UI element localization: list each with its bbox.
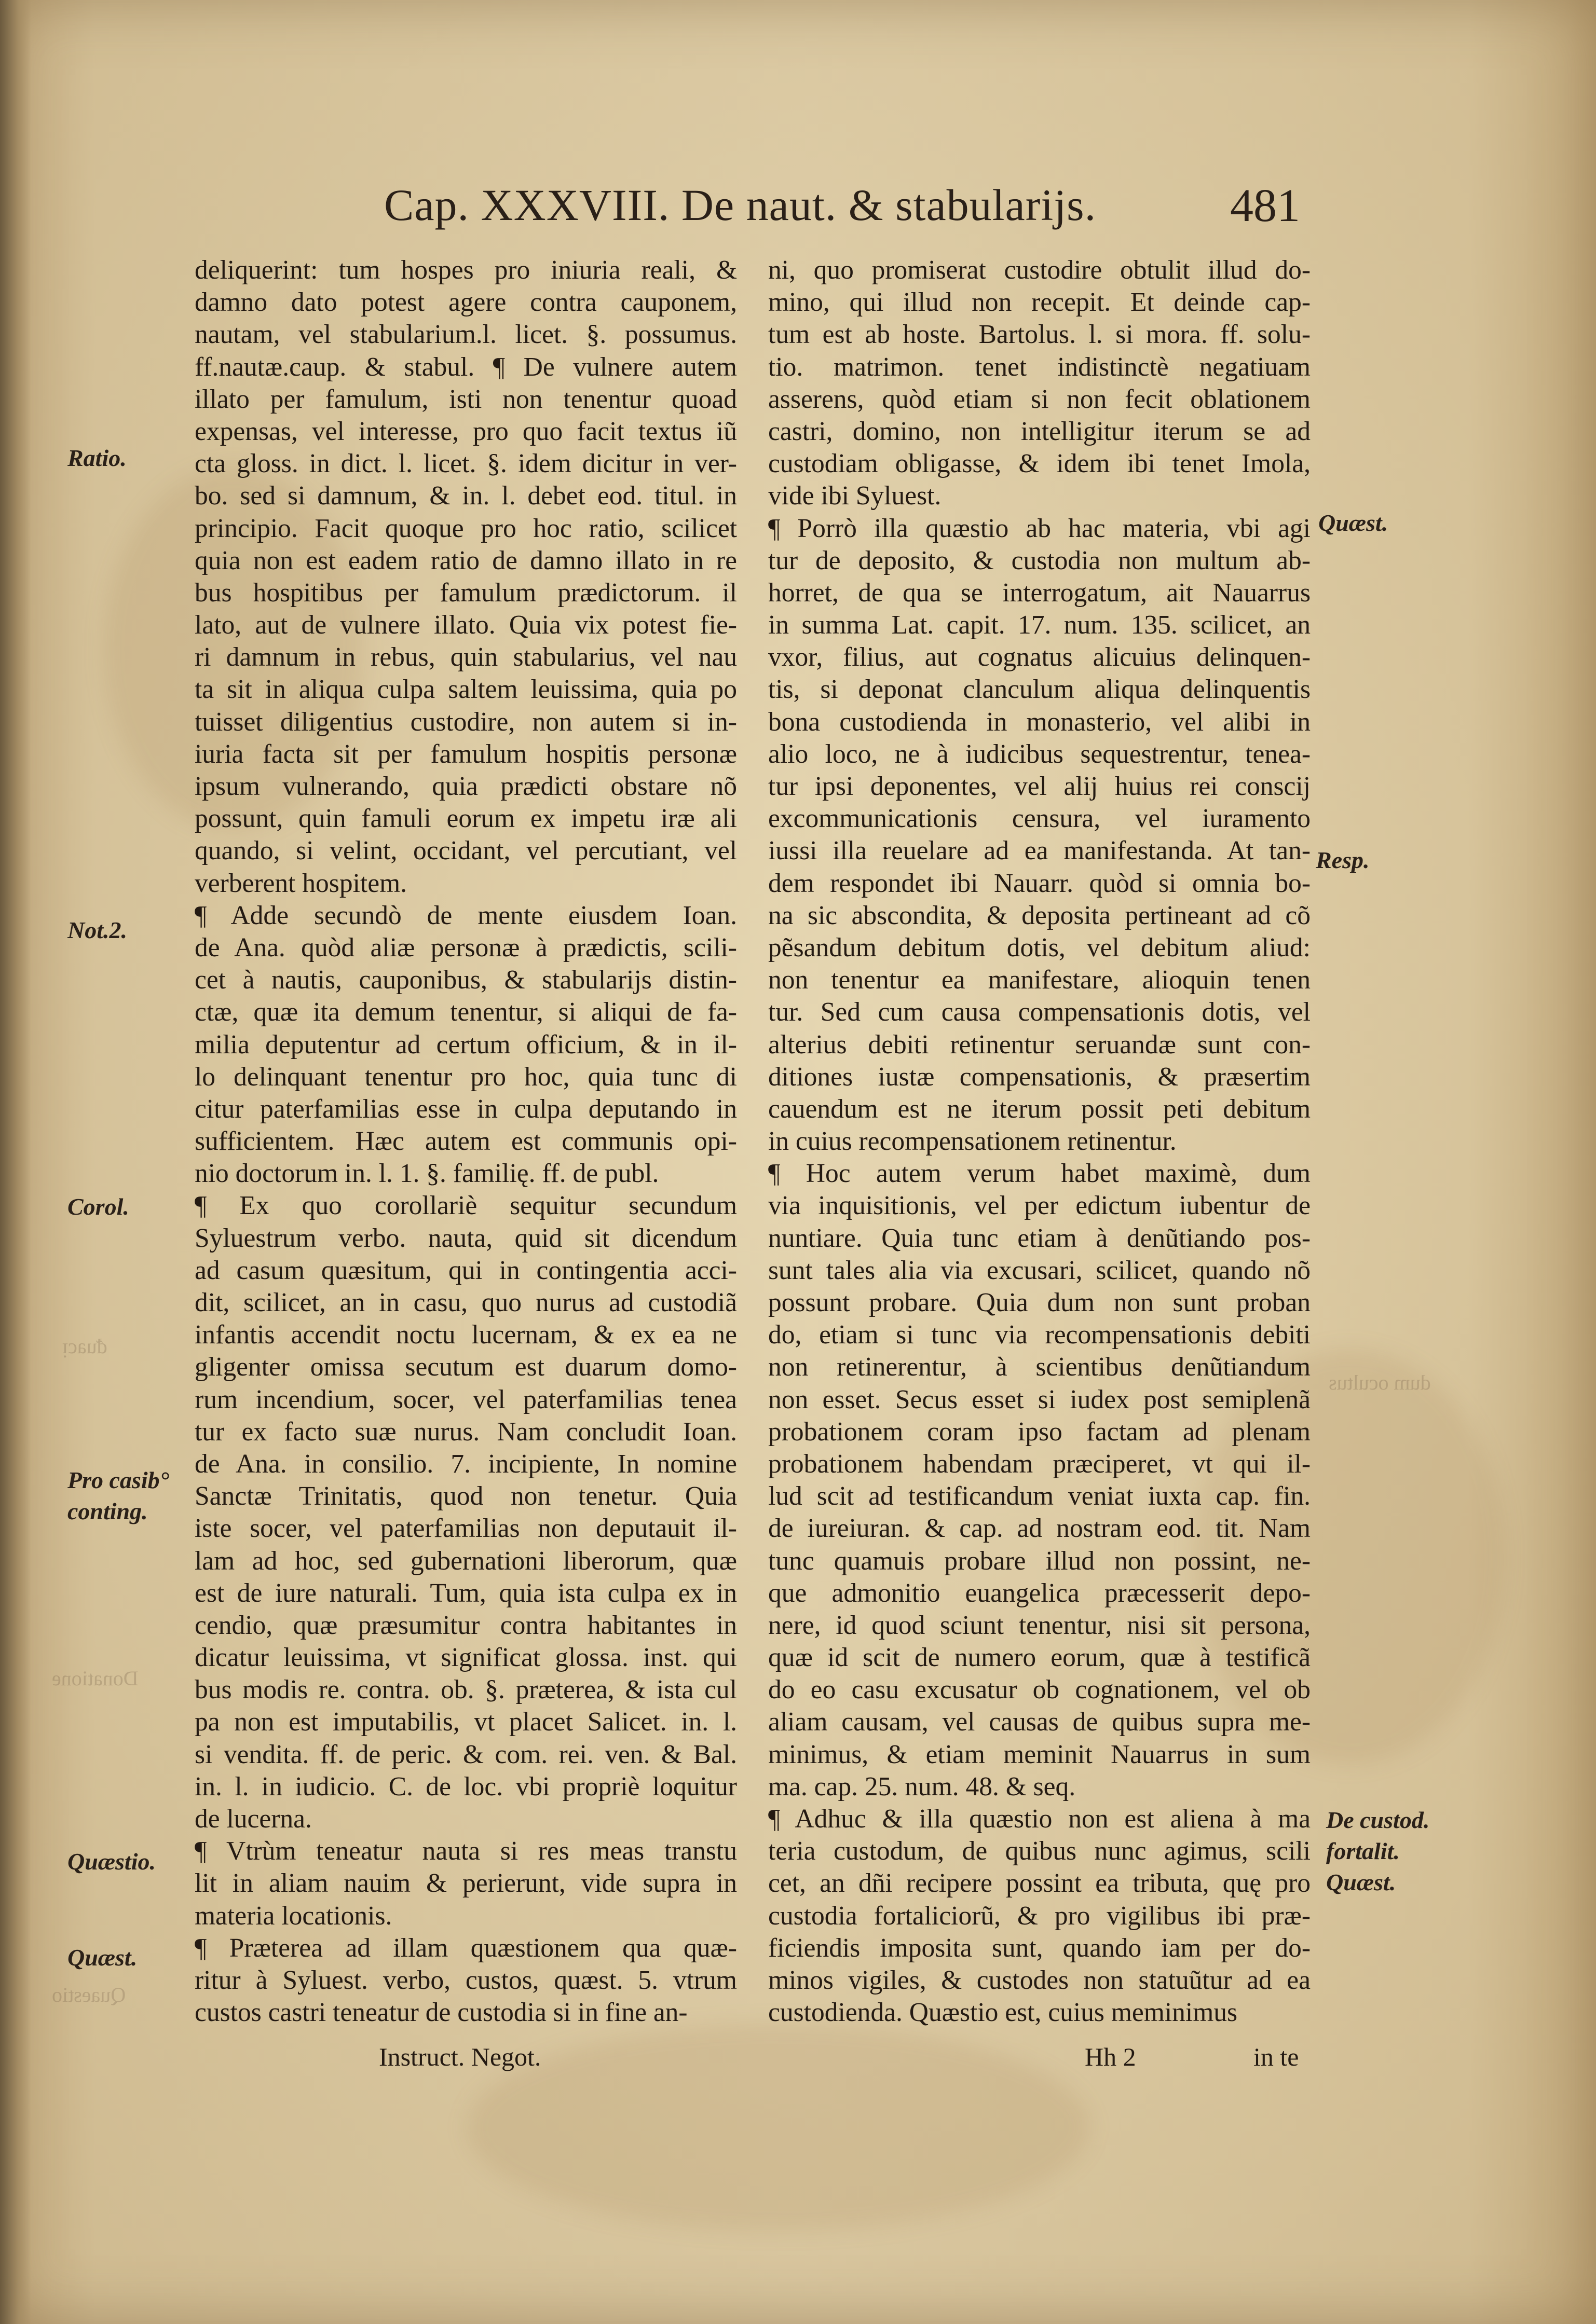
text-line: est de iure naturali. Tum, quia ista culpa ex in xyxy=(195,1578,737,1608)
margin-note-conting: conting. xyxy=(67,1498,148,1524)
text-line: principio. Facit quoque pro hoc ratio, scilicet xyxy=(195,513,737,543)
text-line: lit in aliam nauim & perierunt, vide supra in xyxy=(195,1868,737,1899)
text-line: lo delinquant tenentur pro hoc, quia tunc di xyxy=(195,1062,737,1092)
text-line: quando, si velint, occidant, vel percutiant, vel xyxy=(195,836,737,866)
text-line: in cuius recompensationem retinentur. xyxy=(768,1126,1177,1157)
show-through-text: ᵭuacᴉ xyxy=(62,1335,107,1358)
show-through-text: dum ocultus xyxy=(1329,1371,1431,1394)
text-line: vxor, filius, aut cognatus alicuius delinquen- xyxy=(768,642,1311,672)
text-line: tio. matrimon. tenet indistinctè negatiuam xyxy=(768,352,1311,382)
text-line: bus hospitibus per famulum prædictorum. il xyxy=(195,577,737,608)
text-line: que admonitio euangelica præcesserit depo- xyxy=(768,1578,1311,1608)
text-line: cet à nautis, cauponibus, & stabularijs distin- xyxy=(195,965,737,995)
text-line: nere, id quod sciunt tenentur, nisi sit persona, xyxy=(768,1610,1311,1640)
text-line: vide ibi Syluest. xyxy=(768,481,942,511)
text-line: in. l. in iudicio. C. de loc. vbi propriè loquitur xyxy=(195,1771,737,1802)
text-line: tum est ab hoste. Bartolus. l. si mora. ff. solu- xyxy=(768,320,1311,350)
text-line: ritur à Syluest. verbo, custos, quæst. 5. vtrum xyxy=(195,1965,737,1995)
text-line: iuria facta sit per famulum hospitis personæ xyxy=(195,739,737,769)
margin-note-de-custod: De custod. xyxy=(1326,1807,1430,1833)
text-line: ¶ Adde secundò de mente eiusdem Ioan. xyxy=(195,900,737,930)
text-line: gligenter omissa secutum est duarum domo- xyxy=(195,1352,737,1382)
text-line: de Ana. in consilio. 7. incipiente, In nomine xyxy=(195,1449,737,1479)
text-line: milia deputentur ad certum officium, & in il- xyxy=(195,1029,737,1060)
chapter-title: Cap. XXXVIII. De naut. & stabularijs. xyxy=(384,180,1097,230)
text-line: Sanctæ Trinitatis, quod non tenetur. Quia xyxy=(195,1481,737,1511)
text-line: ctæ, quæ ita demum tenentur, si aliqui de fa- xyxy=(195,997,737,1027)
text-line: de Ana. quòd aliæ personæ à prædictis, scili- xyxy=(195,932,737,962)
margin-note-quaest-left: Quæst. xyxy=(67,1944,138,1971)
text-line: minos vigiles, & custodes non statuũtur ad ea xyxy=(768,1965,1311,1995)
text-line: verberent hospitem. xyxy=(195,868,407,898)
text-line: iussi illa reuelare ad ea manifestanda. At tan- xyxy=(768,836,1311,866)
text-line: ditiones iustæ compensationis, & præsertim xyxy=(768,1062,1311,1092)
text-line: do, etiam si tunc via recompensationis debiti xyxy=(768,1320,1311,1350)
text-line: ¶ Adhuc & illa quæstio non est aliena à ma xyxy=(768,1804,1311,1834)
text-line: non tenentur ea manifestare, alioquin tenen xyxy=(768,965,1311,995)
catchword-left: Instruct. Negot. xyxy=(379,2042,541,2071)
text-line: non esset. Secus esset si iudex post semiplenã xyxy=(768,1384,1311,1414)
text-line: ¶ Hoc autem verum habet maximè, dum xyxy=(768,1159,1311,1189)
text-line: cauendum est ne iterum possit peti debitum xyxy=(768,1094,1311,1124)
show-through-text: Donatione xyxy=(52,1667,139,1690)
page-footer xyxy=(0,2042,1596,2078)
text-line: horret, de qua se interrogatum, ait Nauarrus xyxy=(768,577,1311,608)
text-line: tuisset diligentius custodire, non autem si in- xyxy=(195,707,737,737)
text-line: ficiendis imposita sunt, quando iam per do- xyxy=(768,1933,1311,1963)
text-line: rum incendium, socer, vel paterfamilias tenea xyxy=(195,1384,737,1414)
text-line: infantis accendit noctu lucernam, & ex ea ne xyxy=(195,1320,737,1350)
text-line: via inquisitionis, vel per edictum iubentur de xyxy=(768,1191,1311,1221)
text-line: tur ipsi deponentes, vel alij huius rei conscij xyxy=(768,772,1311,801)
text-line: illato per famulum, isti non tenentur quoad xyxy=(195,384,737,414)
text-line: custodienda. Quæstio est, cuius meminimus xyxy=(768,1998,1238,2028)
text-line: ¶ Porrò illa quæstio ab hac materia, vbi agi xyxy=(768,513,1311,543)
text-line: sufficientem. Hæc autem est communis opi- xyxy=(195,1126,737,1157)
text-line: custodia fortaliciorũ, & pro vigilibus ibi præ- xyxy=(768,1901,1311,1931)
text-line: dit, scilicet, an in casu, quo nurus ad custodiã xyxy=(195,1288,737,1317)
text-line: sunt tales alia via excusari, scilicet, quando nõ xyxy=(768,1255,1311,1285)
text-line: ¶ Vtrùm teneatur nauta si res meas transtu xyxy=(195,1836,737,1866)
margin-note-ratio: Ratio. xyxy=(67,445,127,471)
page-number: 481 xyxy=(1230,180,1300,231)
text-line: citur paterfamilias esse in culpa deputando in xyxy=(195,1094,737,1124)
text-line: si vendita. ff. de peric. & com. rei. ven. & Bal. xyxy=(195,1739,737,1769)
text-line: de lucerna. xyxy=(195,1804,312,1834)
text-line: alio loco, ne à iudicibus sequestrentur, tenea- xyxy=(768,739,1311,769)
text-line: ipsum vulnerando, quia prædicti obstare nõ xyxy=(195,772,737,801)
text-line: do eo casu excusatur ob cognationem, vel ob xyxy=(768,1675,1311,1705)
text-line: ni, quo promiserat custodire obtulit illud do- xyxy=(768,255,1311,285)
margin-note-not2: Not.2. xyxy=(67,917,127,943)
text-line: possunt, quin famuli eorum ex impetu iræ ali xyxy=(195,804,737,834)
right-text-column xyxy=(768,254,1311,2029)
text-line: possunt probare. Quia dum non sunt proban xyxy=(768,1288,1311,1317)
text-line: ¶ Præterea ad illam quæstionem qua quæ- xyxy=(195,1933,737,1963)
show-through-text: Quaestio xyxy=(52,1983,126,2006)
text-line: de iureiuran. & cap. ad nostram eod. tit. Nam xyxy=(768,1514,1311,1544)
margin-note-corol: Corol. xyxy=(67,1193,129,1220)
text-line: tis, si deponat clanculum aliqua delinquentis xyxy=(768,675,1311,705)
text-line: damno dato potest agere contra cauponem, xyxy=(195,287,737,318)
left-text-column xyxy=(195,254,737,2029)
text-line: tunc quamuis probare illud non possint, ne- xyxy=(768,1546,1311,1576)
text-line: minimus, & etiam meminit Nauarrus in sum xyxy=(768,1739,1311,1769)
text-line: nio doctorum in. l. 1. §. familię. ff. de publ. xyxy=(195,1159,659,1189)
text-line: tur de deposito, & custodia non multum ab- xyxy=(768,545,1311,575)
margin-note-pro-casib: Pro casib° xyxy=(67,1467,169,1493)
text-line: dem respondet ibi Nauarr. quòd si omnia bo- xyxy=(768,868,1311,898)
text-line: dicatur leuissima, vt significat glossa. inst. qui xyxy=(195,1643,737,1673)
text-line: quæ id scit de numero eorum, quæ à testificã xyxy=(768,1643,1311,1673)
text-line: nautam, vel stabularium.l. licet. §. possumus. xyxy=(195,320,737,350)
text-line: non retinerentur, à scientibus denũtiandum xyxy=(768,1352,1311,1382)
text-line: bona custodienda in monasterio, vel alibi in xyxy=(768,707,1311,737)
text-line: tur. Sed cum causa compensationis dotis, vel xyxy=(768,997,1311,1027)
text-line: pa non est imputabilis, vt placet Salicet. in. l. xyxy=(195,1707,737,1737)
text-line: tur ex facto suæ nurus. Nam concludit Ioan. xyxy=(195,1417,737,1447)
page-gutter-shadow xyxy=(0,0,31,2324)
margin-note-fortalit: fortalit. xyxy=(1326,1838,1400,1864)
text-line: lam ad hoc, sed gubernationi liberorum, quæ xyxy=(195,1546,737,1576)
text-line: iste socer, vel paterfamilias non deputauit il- xyxy=(195,1514,737,1544)
text-line: ad casum quæsitum, qui in contingentia acci- xyxy=(195,1255,737,1285)
text-line: probationem coram ipso factam ad plenam xyxy=(768,1417,1311,1447)
running-head xyxy=(384,179,1422,246)
margin-note-quaestio: Quæstio. xyxy=(67,1848,156,1875)
text-line: ma. cap. 25. num. 48. & seq. xyxy=(768,1771,1076,1802)
text-line: custodiam obligasse, & idem ibi tenet Imola, xyxy=(768,449,1311,479)
text-line: aliam causam, vel causas de quibus supra me- xyxy=(768,1707,1311,1737)
text-line: deliquerint: tum hospes pro iniuria reali, & xyxy=(195,255,737,285)
text-line: in summa Lat. capit. 17. num. 135. scilicet, an xyxy=(768,610,1311,640)
text-line: castri, domino, non intelligitur iterum se ad xyxy=(768,416,1311,446)
text-line: quia non est eadem ratio de damno illato in re xyxy=(195,545,737,575)
text-line: cendio, quæ præsumitur contra habitantes in xyxy=(195,1610,737,1640)
text-line: excommunicationis censura, vel iuramento xyxy=(768,804,1311,834)
text-line: bo. sed si damnum, & in. l. debet eod. titul. in xyxy=(195,481,737,511)
text-line: cta gloss. in dict. l. licet. §. idem dicitur in ver- xyxy=(195,449,737,479)
text-line: ta sit in aliqua culpa saltem leuissima, quia po xyxy=(195,675,737,705)
catchword-right: in te xyxy=(1253,2042,1299,2071)
text-line: bus modis re. contra. ob. §. præterea, & ista cul xyxy=(195,1675,737,1705)
margin-note-quaest-right2: Quæst. xyxy=(1326,1869,1396,1895)
text-line: lud scit ad testificandum veniat iuxta cap. fin. xyxy=(768,1481,1311,1511)
text-line: ri damnum in rebus, quin stabularius, vel nau xyxy=(195,642,737,672)
text-line: custos castri teneatur de custodia si in fine an- xyxy=(195,1998,688,2028)
text-line: probationem habendam præciperet, vt qui il- xyxy=(768,1449,1311,1479)
text-line: ¶ Ex quo corollariè sequitur secundum xyxy=(195,1191,737,1221)
text-line: Syluestrum verbo. nauta, quid sit dicendum xyxy=(195,1223,737,1253)
text-line: lato, aut de vulnere illato. Quia vix potest fie- xyxy=(195,610,737,640)
text-line: teria custodum, de quibus nunc agimus, scili xyxy=(768,1836,1311,1866)
text-line: expensas, vel interesse, pro quo facit textus iũ xyxy=(195,416,737,446)
text-line: materia locationis. xyxy=(195,1901,392,1931)
text-line: cet, an dñi recipere possint ea tributa, quę pro xyxy=(768,1868,1311,1899)
signature-mark: Hh 2 xyxy=(1085,2042,1136,2071)
margin-note-quaest-right: Quæst. xyxy=(1318,510,1388,536)
text-line: nuntiare. Quia tunc etiam à denũtiando pos- xyxy=(768,1223,1311,1253)
text-line: asserens, quòd etiam si non fecit oblationem xyxy=(768,384,1311,414)
text-line: alterius debiti retinentur seruandæ sunt con- xyxy=(768,1029,1311,1060)
text-line: pẽsandum debitum dotis, vel debitum aliud: xyxy=(768,932,1311,962)
text-line: na sic abscondita, & deposita pertineant ad cõ xyxy=(768,900,1311,930)
text-line: ff.nautæ.caup. & stabul. ¶ De vulnere autem xyxy=(195,352,737,382)
margin-note-resp: Resp. xyxy=(1316,847,1370,873)
text-line: mino, qui illud non recepit. Et deinde cap- xyxy=(768,287,1311,318)
